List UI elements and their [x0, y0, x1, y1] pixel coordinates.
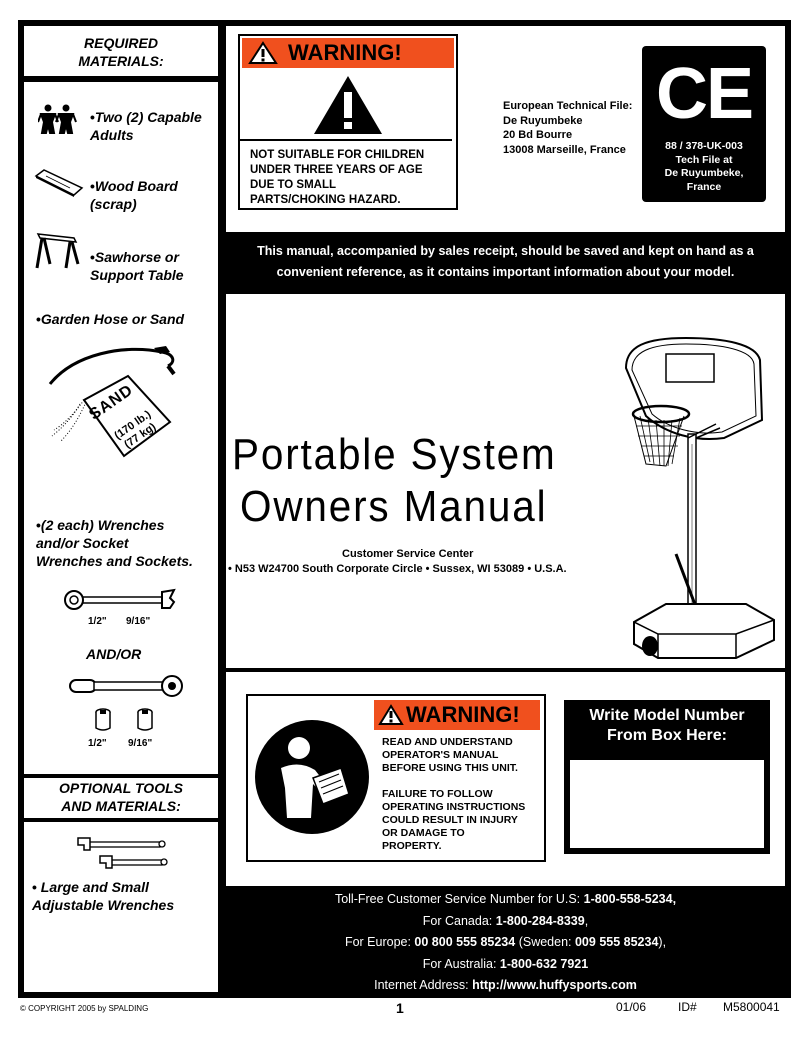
read-manual-icon	[253, 718, 371, 836]
socket-wrench-icon	[68, 674, 186, 698]
sawhorse-icon	[34, 230, 80, 270]
combination-wrench-icon	[64, 588, 176, 612]
operator-warning-label	[246, 694, 546, 862]
warning-triangle-small-icon	[248, 41, 278, 65]
ce-badge-text: 88 / 378-UK-003 Tech File at De Ruyumbeke, France	[664, 140, 744, 193]
contact-us: Toll-Free Customer Service Number for U.S: 1-800-558-5234,	[334, 892, 677, 906]
item-garden-hose: •Garden Hose or Sand	[36, 311, 185, 327]
footer-id-label: ID#	[678, 1000, 697, 1014]
footer-date: 01/06	[616, 1000, 647, 1014]
operator-warning-text-1: READ AND UNDERSTAND OPERATOR'S MANUAL BEFORE USING THIS UNIT.	[382, 736, 518, 774]
notice-bar: This manual, accompanied by sales receipt, should be saved and kept on hand as a convenient reference, as it contains important information about your model.	[257, 244, 754, 279]
sand-weight: (170 lb.) (77 kg)	[112, 408, 159, 452]
top-info-panel	[226, 26, 785, 232]
contact-europe: For Europe: 00 800 555 85234 (Sweden: 009 555 85234),	[344, 935, 667, 949]
contact-internet: Internet Address: http://www.huffysports.com	[374, 978, 637, 992]
socket-half-inch-icon	[94, 708, 112, 732]
and-or-label: AND/OR	[86, 646, 142, 662]
choking-warning-label	[238, 34, 458, 210]
socket-size-1: 1/2"	[88, 738, 107, 749]
optional-list-panel	[24, 822, 218, 992]
title-line-1: Portable System	[232, 430, 557, 479]
operator-warning-text-2: FAILURE TO FOLLOW OPERATING INSTRUCTIONS COULD RESULT IN INJURY OR DAMAGE TO PROPERTY.	[382, 788, 526, 852]
required-list-panel	[24, 82, 218, 774]
ce-mark: CE	[655, 54, 753, 134]
socket-nine-sixteenth-icon	[136, 708, 154, 732]
optional-header-panel	[24, 778, 218, 818]
required-materials-title: REQUIRED MATERIALS:	[78, 35, 164, 69]
title-line-2: Owners Manual	[240, 482, 548, 531]
model-number-title: Write Model Number From Box Here:	[589, 707, 745, 744]
optional-tools-title: OPTIONAL TOOLS AND MATERIALS:	[59, 780, 183, 814]
sand-label: SAND	[86, 381, 137, 424]
bottom-info-panel	[226, 672, 785, 886]
choking-warning-text: NOT SUITABLE FOR CHILDREN UNDER THREE YEARS OF AGE DUE TO SMALL PARTS/CHOKING HAZARD.	[250, 149, 425, 206]
choking-warning-title: WARNING!	[288, 40, 402, 65]
read-manual-pictogram	[252, 700, 372, 854]
socket-size-2: 9/16"	[128, 738, 153, 749]
contact-canada: For Canada: 1-800-284-8339,	[422, 913, 589, 928]
contact-australia: For Australia: 1-800-632 7921	[422, 956, 589, 971]
warning-triangle-large-icon	[312, 74, 384, 136]
required-header-panel	[24, 26, 218, 76]
item-adults: •Two (2) Capable Adults	[90, 109, 202, 143]
item-sawhorse: •Sawhorse or Support Table	[90, 249, 184, 283]
main-title-panel	[226, 294, 785, 668]
customer-service-center-label: Customer Service Center	[342, 548, 474, 560]
copyright: © COPYRIGHT 2005 by SPALDING	[20, 1004, 149, 1013]
eu-technical-file: European Technical File: De Ruyumbeke 20 Bd Bourre 13008 Marseille, France	[503, 100, 633, 156]
warning-divider	[240, 139, 452, 141]
choking-warning-banner	[242, 38, 454, 68]
service-center-address: • N53 W24700 South Corporate Circle • Sussex, WI 53089 • U.S.A.	[228, 563, 567, 575]
item-adjustable-wrenches: • Large and Small Adjustable Wrenches	[32, 879, 175, 913]
page-number: 1	[396, 1000, 404, 1016]
wrench-size-2: 9/16"	[126, 616, 151, 627]
warning-triangle-small-icon	[378, 704, 404, 726]
item-wrenches: •(2 each) Wrenches and/or Socket Wrenches and Sockets.	[36, 517, 193, 569]
contact-block	[226, 889, 785, 997]
footer-id-value: M5800041	[723, 1000, 780, 1014]
ce-badge	[642, 46, 766, 202]
operator-warning-title: WARNING!	[406, 702, 520, 727]
adjustable-wrenches-icon	[76, 836, 172, 872]
model-number-box	[564, 700, 770, 854]
item-wood-board: •Wood Board (scrap)	[90, 178, 178, 212]
portable-basketball-system-illustration	[606, 334, 776, 664]
operator-warning-banner	[374, 700, 540, 730]
wrench-size-1: 1/2"	[88, 616, 107, 627]
hose-and-sand-illustration	[44, 344, 204, 474]
model-number-write-area[interactable]	[570, 760, 764, 848]
two-adults-icon	[38, 104, 78, 134]
wood-board-icon	[34, 168, 84, 198]
